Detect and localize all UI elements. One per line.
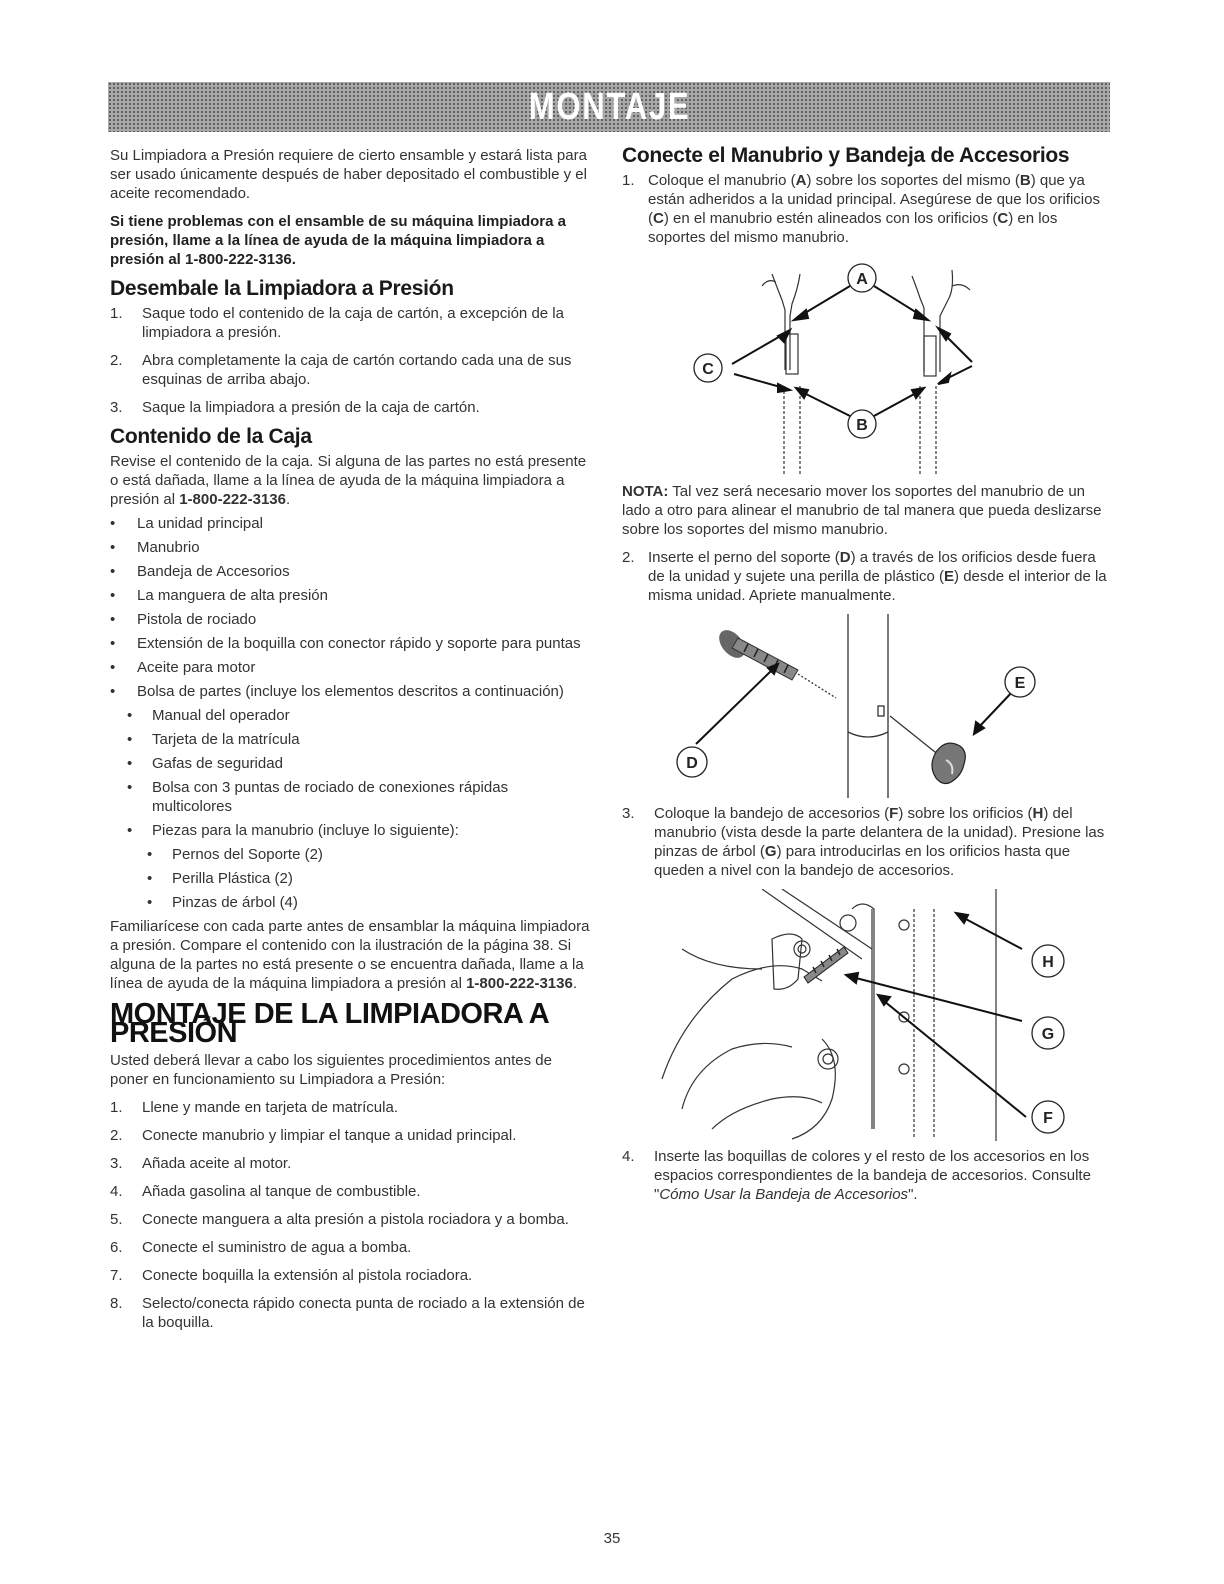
handle-tube bbox=[914, 909, 934, 1139]
parts-bag-list bbox=[110, 706, 590, 840]
list-item: • Extensión de la boquilla con conector rápido y soporte para puntas bbox=[110, 634, 590, 653]
tray-hole bbox=[840, 915, 856, 931]
accessory-tray-figure bbox=[622, 889, 1110, 1141]
assembly-heading: MONTAJE DE LA LIMPIADORA A PRESIÓN bbox=[110, 998, 549, 1049]
contents-intro: Revise el contenido de la caja. Si alguna de las partes no está presente o está dañada, llame a la línea de ayuda de la máquina limpiadora a presión al 1-800-222-3136. bbox=[110, 453, 587, 508]
handle-bracket-figure bbox=[622, 256, 1110, 476]
list-item: • La manguera de alta presión bbox=[110, 586, 590, 605]
bolt-alignment-line bbox=[798, 674, 836, 698]
list-item: 8. Selecto/conecta rápido conecta punta de rociado a la extensión de la boquilla. bbox=[110, 1295, 585, 1331]
arrow-e bbox=[978, 690, 1014, 728]
list-item: • Manubrio bbox=[110, 538, 590, 557]
list-item: 3. Añada aceite al motor. bbox=[110, 1155, 292, 1172]
knob-alignment-line bbox=[890, 716, 940, 756]
list-item: • Perilla Plástica (2) bbox=[110, 869, 590, 888]
figure-label-h: H bbox=[1042, 954, 1054, 971]
list-item: • Manual del operador bbox=[110, 706, 590, 725]
list-item: • Bandeja de Accesorios bbox=[110, 562, 590, 581]
arrowhead bbox=[912, 388, 924, 398]
list-item: 6. Conecte el suministro de agua a bomba. bbox=[110, 1239, 412, 1256]
figure-label-f: F bbox=[1043, 1110, 1053, 1127]
arrowhead bbox=[778, 384, 790, 392]
hand-finger-2 bbox=[712, 1097, 822, 1129]
figure-label-g: G bbox=[1041, 1026, 1055, 1043]
list-item: 7. Conecte boquilla la extensión al pistola rociadora. bbox=[110, 1267, 473, 1284]
arrowhead bbox=[794, 310, 808, 320]
list-item: 1. Coloque el manubrio (A) sobre los soportes del mismo (B) que ya están adheridos a la unidad principal. Asegúrese de que los orificios (C) en el manubrio estén alineados con los orificios (C) en los soportes del mismo manubrio. bbox=[622, 172, 1100, 246]
tube-hole bbox=[878, 706, 884, 716]
list-item: • Piezas para la manubrio (incluye lo siguiente): bbox=[110, 821, 590, 840]
hand-finger-1 bbox=[682, 1043, 792, 1109]
list-item: 5. Conecte manguera a alta presión a pistola rociadora y a bomba. bbox=[110, 1211, 569, 1228]
assembly-intro: Usted deberá llevar a cabo los siguientes procedimientos antes de poner en funcionamiento su Limpiadora a Presión: bbox=[110, 1052, 552, 1088]
arrow-f bbox=[884, 1001, 1026, 1117]
list-item: • Bolsa con 3 puntas de rociado de conexiones rápidas multicolores bbox=[110, 778, 590, 816]
figure-label-a: A bbox=[856, 271, 868, 288]
list-item: • Bolsa de partes (incluye los elementos descritos a continuación) bbox=[110, 682, 590, 701]
unpack-heading: Desembale la Limpiadora a Presión bbox=[110, 277, 454, 300]
handle-step-3 bbox=[622, 804, 1110, 880]
contents-list bbox=[110, 514, 590, 701]
unpack-steps bbox=[110, 304, 590, 417]
list-item: • Pernos del Soporte (2) bbox=[110, 845, 590, 864]
arrow-c-up bbox=[732, 334, 784, 364]
list-item: • Aceite para motor bbox=[110, 658, 590, 677]
right-bracket-piece bbox=[924, 336, 936, 376]
handle-step-1 bbox=[622, 171, 1110, 247]
list-item: 1. Llene y mande en tarjeta de matrícula. bbox=[110, 1099, 398, 1116]
arrow-d bbox=[696, 670, 772, 744]
figure-label-e: E bbox=[1014, 675, 1026, 692]
arrow-c-down bbox=[734, 374, 784, 388]
handle-step-4 bbox=[622, 1147, 1110, 1204]
tree-clip bbox=[804, 947, 848, 983]
note-paragraph: NOTA: Tal vez será necesario mover los soportes del manubrio de un lado a otro para alinear el manubrio de tal manera que pueda deslizarse sobre los soportes del mismo manubrio. bbox=[622, 483, 1102, 538]
figure-label-c: C bbox=[702, 361, 714, 378]
page-number: 35 bbox=[603, 1530, 621, 1547]
contents-outro: Familiarícese con cada parte antes de ensamblar la máquina limpiadora a presión. Compare el contenido con la ilustración de la página 38. Si alguna de la partes no está presente o se encuentra dañada, llame a la línea de ayuda de la máquina limpiadora a presión al 1-800-222-3136. bbox=[110, 918, 590, 992]
right-handle-tube-outline bbox=[912, 270, 953, 372]
section-banner bbox=[108, 82, 1110, 132]
list-item: • Gafas de seguridad bbox=[110, 754, 590, 773]
help-line-paragraph: Si tiene problemas con el ensamble de su máquina limpiadora a presión, llame a la línea de ayuda de la máquina limpiadora a presión al 1-800-222-3136. bbox=[110, 213, 566, 268]
arrowhead bbox=[846, 973, 858, 983]
hand-wrist bbox=[682, 949, 762, 969]
list-item: 4. Añada gasolina al tanque de combustible. bbox=[110, 1183, 421, 1200]
list-item: • Pinzas de árbol (4) bbox=[110, 893, 590, 912]
arrow-b-right bbox=[874, 392, 918, 416]
arrowhead bbox=[778, 330, 790, 342]
arrowhead bbox=[938, 374, 950, 384]
handle-hole bbox=[899, 920, 909, 930]
plastic-knob bbox=[932, 743, 965, 783]
list-item: 3. Coloque la bandejo de accesorios (F) sobre los orificios (H) del manubrio (vista desde la parte delantera de la unidad). Presione las pinzas de árbol (G) para introducirlas en los orificios hasta que queden a nivel con la bandejo de accesorios. bbox=[622, 805, 1105, 879]
list-item: 1. Saque todo el contenido de la caja de cartón, a excepción de la limpiadora a presión. bbox=[110, 305, 564, 341]
intro-paragraph: Su Limpiadora a Presión requiere de cierto ensamble y estará lista para ser usado únicamente después de haber depositado el combustible y el aceite recomendado. bbox=[110, 147, 587, 202]
handle-heading: Conecte el Manubrio y Bandeja de Accesorios bbox=[622, 144, 1070, 167]
arrowhead bbox=[796, 388, 808, 398]
list-item: • La unidad principal bbox=[110, 514, 590, 533]
tube-end-curve bbox=[848, 732, 888, 737]
left-support-tube bbox=[784, 386, 800, 476]
banner-title: MONTAJE bbox=[528, 85, 690, 128]
list-item: 2. Conecte manubrio y limpiar el tanque a unidad principal. bbox=[110, 1127, 517, 1144]
right-support-tube bbox=[920, 386, 936, 476]
list-item: 4. Inserte las boquillas de colores y el resto de los accesorios en los espacios correspondientes de la bandeja de accesorios. Consulte "Cómo Usar la Bandeja de Accesorios". bbox=[622, 1148, 1091, 1203]
figure-label-b: B bbox=[856, 417, 868, 434]
arrow-b-left bbox=[802, 392, 850, 416]
left-column bbox=[110, 146, 590, 1341]
figure-label-d: D bbox=[686, 755, 698, 772]
list-item: 2. Inserte el perno del soporte (D) a través de los orificios desde fuera de la unidad y sujete una perilla de plástico (E) desde el interior de la misma unidad. Apriete manualmente. bbox=[622, 549, 1107, 604]
list-item: 2. Abra completamente la caja de cartón cortando cada una de sus esquinas de arriba abajo. bbox=[110, 352, 572, 388]
carriage-bolt bbox=[714, 625, 798, 680]
list-item: 3. Saque la limpiadora a presión de la caja de cartón. bbox=[110, 399, 480, 416]
hand-outline bbox=[662, 966, 822, 1079]
contents-heading: Contenido de la Caja bbox=[110, 425, 312, 448]
handle-parts-list bbox=[110, 845, 590, 912]
arrow-h bbox=[962, 917, 1022, 949]
arrow-a-left bbox=[800, 286, 850, 316]
handle-step-2 bbox=[622, 548, 1110, 605]
right-column bbox=[622, 146, 1110, 1213]
list-item: • Pistola de rociado bbox=[110, 610, 590, 629]
list-item: • Tarjeta de la matrícula bbox=[110, 730, 590, 749]
arrowhead bbox=[914, 310, 928, 320]
bolt-knob-figure bbox=[622, 614, 1110, 798]
left-bracket-piece bbox=[786, 334, 798, 374]
assembly-steps bbox=[110, 1098, 590, 1332]
arrowhead bbox=[956, 913, 968, 923]
